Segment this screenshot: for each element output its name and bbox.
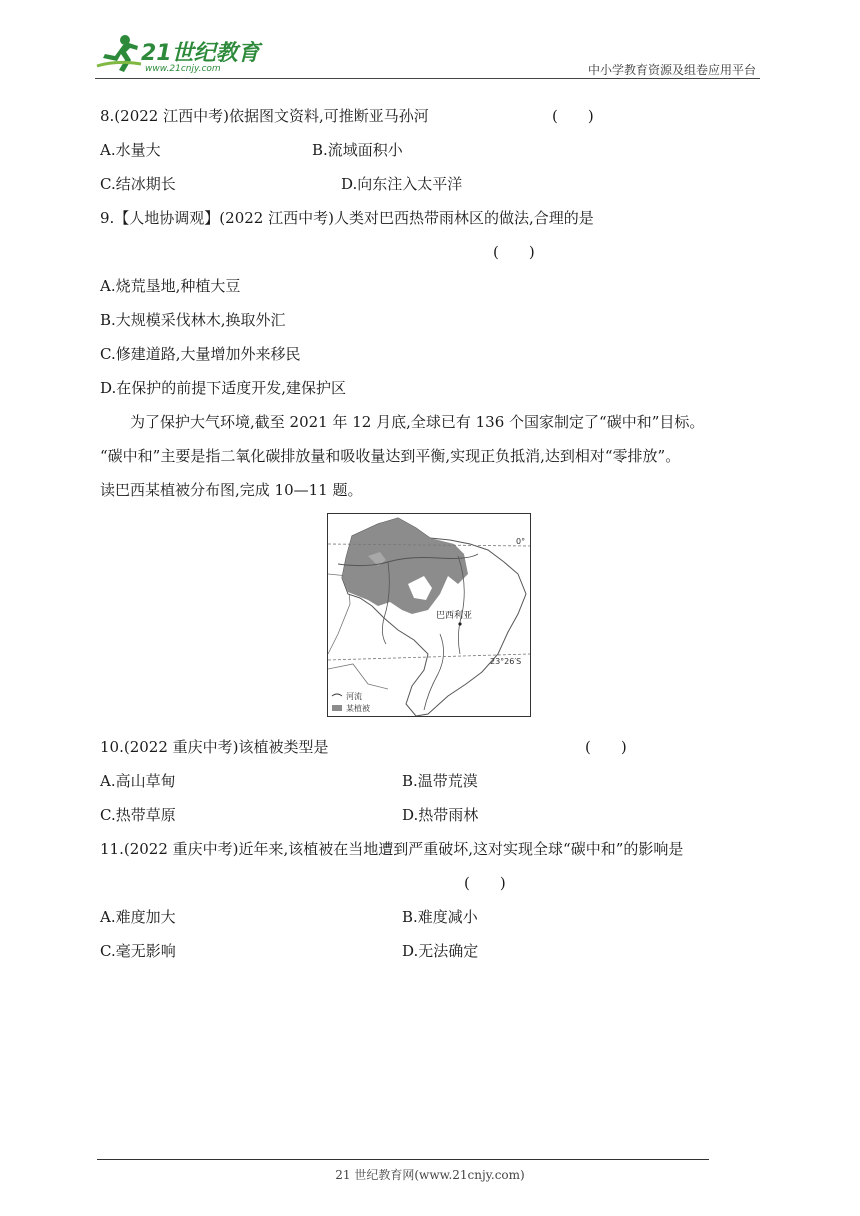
legend-river-label: 河流 <box>346 692 362 701</box>
brazil-vegetation-map <box>327 513 531 717</box>
q9-option-d[interactable]: D.在保护的前提下适度开发,建保护区 <box>100 379 347 397</box>
footer-divider <box>97 1159 709 1160</box>
passage-line-2: “碳中和”主要是指二氧化碳排放量和吸收量达到平衡,实现正负抵消,达到相对“零排放”。 <box>100 447 681 465</box>
q11-answer-paren[interactable]: ( ) <box>464 874 506 892</box>
river-legend-icon <box>332 694 342 696</box>
q9-option-c[interactable]: C.修建道路,大量增加外来移民 <box>100 345 301 363</box>
q10-option-a[interactable]: A.高山草甸 <box>100 772 176 790</box>
runner-logo-icon <box>95 34 143 74</box>
page-header <box>95 28 760 80</box>
q10-option-b[interactable]: B.温带荒漠 <box>402 772 478 790</box>
q11-option-d[interactable]: D.无法确定 <box>402 942 479 960</box>
q9-option-b[interactable]: B.大规模采伐林木,换取外汇 <box>100 311 286 329</box>
logo-text: 21世纪教育 <box>141 41 260 66</box>
equator-label: 0° <box>516 537 526 546</box>
q9-answer-paren[interactable]: ( ) <box>493 243 535 261</box>
q10-stem: 10.(2022 重庆中考)该植被类型是 <box>100 738 329 756</box>
page-footer: 21 世纪教育网(www.21cnjy.com) <box>335 1168 525 1182</box>
passage-line-3: 读巴西某植被分布图,完成 10—11 题。 <box>100 481 363 499</box>
q11-option-b[interactable]: B.难度减小 <box>402 908 478 926</box>
logo-url: www.21cnjy.com <box>145 64 221 74</box>
header-divider <box>95 78 760 79</box>
q9-option-a[interactable]: A.烧荒垦地,种植大豆 <box>100 277 241 295</box>
q8-answer-paren[interactable]: ( ) <box>552 107 594 125</box>
q10-answer-paren[interactable]: ( ) <box>585 738 627 756</box>
capital-label: 巴西利亚 <box>436 611 473 621</box>
q11-option-c[interactable]: C.毫无影响 <box>100 942 176 960</box>
q10-option-d[interactable]: D.热带雨林 <box>402 806 479 824</box>
q8-option-c[interactable]: C.结冰期长 <box>100 175 176 193</box>
q11-stem: 11.(2022 重庆中考)近年来,该植被在当地遭到严重破坏,这对实现全球“碳中和”的影响是 <box>100 840 684 858</box>
vegetation-legend-swatch <box>332 705 342 711</box>
q10-option-c[interactable]: C.热带草原 <box>100 806 176 824</box>
q9-stem: 9.【人地协调观】(2022 江西中考)人类对巴西热带雨林区的做法,合理的是 <box>100 209 594 227</box>
legend-veg-label: 某植被 <box>346 704 370 713</box>
q8-option-d[interactable]: D.向东注入太平洋 <box>341 175 463 193</box>
q11-option-a[interactable]: A.难度加大 <box>100 908 176 926</box>
logo <box>95 34 265 78</box>
q8-stem: 8.(2022 江西中考)依据图文资料,可推断亚马孙河 <box>100 107 429 125</box>
platform-name: 中小学教育资源及组卷应用平台 <box>587 63 756 77</box>
passage-line-1: 为了保护大气环境,截至 2021 年 12 月底,全球已有 136 个国家制定了“碳中和”目标。 <box>130 413 705 431</box>
q8-option-b[interactable]: B.流域面积小 <box>312 141 403 159</box>
tropic-label: 23°26′S <box>490 657 522 666</box>
q8-option-a[interactable]: A.水量大 <box>100 141 161 159</box>
